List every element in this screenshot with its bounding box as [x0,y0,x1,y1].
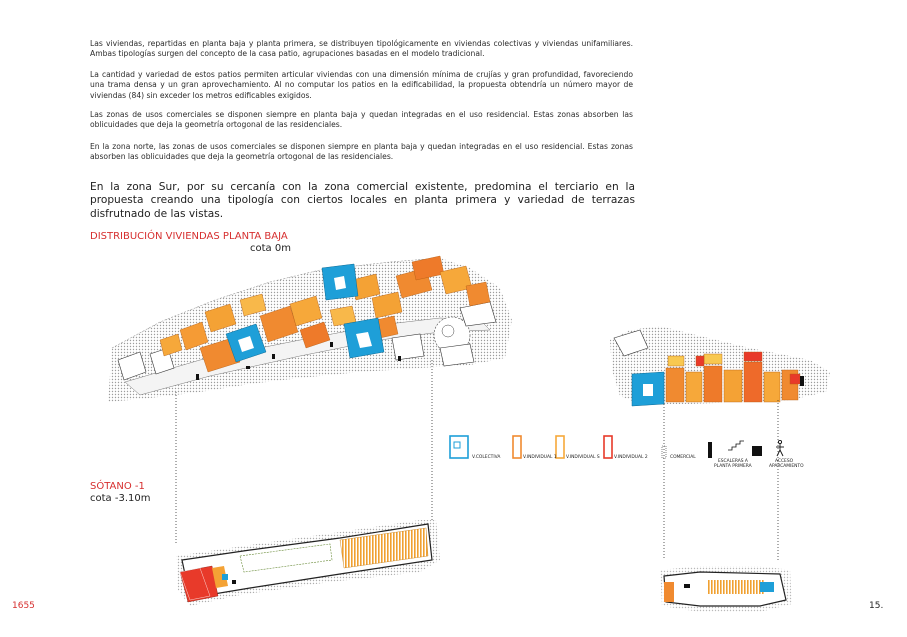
intro-paragraph-4: En la zona norte, las zonas de usos comerciales se disponen siempre en planta baja y quedan integradas en el uso residencial. Estas zonas absorben las oblicuidades que deja la geometría ortogonal de las residenciales. [90,142,633,162]
legend-parking-access-icon [776,440,784,456]
legend-commercial-label: COMERCIAL [670,455,696,460]
west-basement-plan [176,520,440,606]
footer-reference-number: 1655 [12,601,35,611]
legend-stairs-label-1: ESCALERAS A [718,459,748,464]
legend-collective-icon [450,436,468,458]
legend-individual2-icon [604,436,612,458]
south-zone-paragraph: En la zona Sur, por su cercanía con la zona comercial existente, predomina el terciario en la propuesta creando una tipología con ciertos locales en planta primera y variedad de terrazas disfrutnado de las vistas. [90,181,635,220]
ground-plan-title: DISTRIBUCIÓN VIVIENDAS PLANTA BAJA [90,231,288,242]
intro-paragraph-1: Las viviendas, repartidas en planta baja y planta primera, se distribuyen tipológicamente en viviendas colectivas y viviendas unifamiliares. Ambas tipologías surgen del concepto de la casa patio, agrupaciones basadas en el modelo tradicional. [90,39,633,59]
legend-individual-s-label: V.INDIVIDUAL S [566,455,600,460]
legend-access-label-1: ACCESO [775,459,794,464]
legend-stairs-bar-icon [708,442,712,458]
legend-collective-label: V.COLECTIVA [472,455,501,460]
legend-individual2-label: V.INDIVIDUAL 2 [614,455,648,460]
legend-individual1-icon [513,436,521,458]
east-ground-plan [610,326,830,406]
legend-individual1-label: V.INDIVIDUAL 1 [523,455,557,460]
basement-plan-title: SÓTANO -1 [90,481,145,492]
legend-stairs-icon [728,441,744,450]
legend-access-label-2: APARCAMIENTO [769,464,804,469]
basement-plan-level: cota -3.10m [90,493,151,504]
page-number: 15. [869,601,884,611]
legend-individual-s-icon [556,436,564,458]
legend-stairs-label-2: PLANTA PRIMERA [714,464,752,469]
legend-block-icon [752,446,762,456]
ground-plan-level: cota 0m [250,243,291,254]
intro-paragraph-2: La cantidad y variedad de estos patios permiten articular viviendas con una dimensión mínima de crujías y gran profundidad, favoreciendo una trama densa y un gran aprovechamiento. Al no computar los patios en la edificabilidad, la propuesta obtendría un número mayor de viviendas (84) sin exceder los metros edificables exigidos. [90,70,633,100]
west-ground-plan [108,256,512,402]
intro-paragraph-3: Las zonas de usos comerciales se disponen siempre en planta baja y quedan integradas en el uso residencial. Estas zonas absorben las oblicuidades que deja la geometría ortogonal de las residenciales. [90,110,633,130]
east-basement-plan [660,566,792,612]
